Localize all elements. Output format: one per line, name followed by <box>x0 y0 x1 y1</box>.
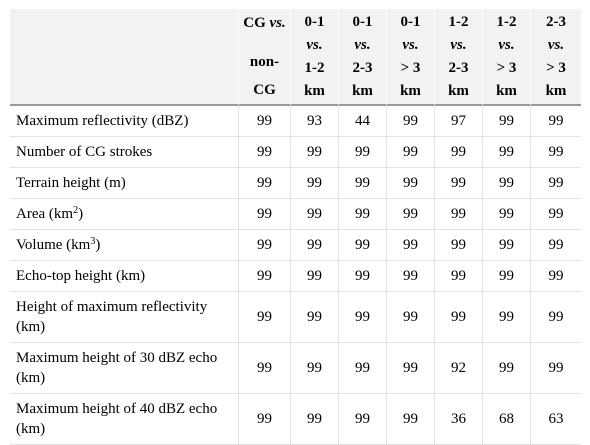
table-cell: 99 <box>290 261 338 292</box>
table-row <box>10 137 581 168</box>
row-label-text: Number of CG strokes <box>16 144 153 160</box>
table-cell: 99 <box>238 106 290 137</box>
table-cell: 99 <box>338 343 386 394</box>
row-label-text: Height of maximum reflectivity (km) <box>16 299 208 335</box>
table-cell: 99 <box>434 137 482 168</box>
header-text: CG <box>253 82 276 98</box>
header-vs-text: vs. <box>547 36 565 53</box>
table-cell: 99 <box>338 394 386 445</box>
row-label <box>10 199 238 230</box>
table-cell: 99 <box>290 292 338 343</box>
header-text: 1-2 <box>496 13 517 30</box>
table-cell: 99 <box>530 261 581 292</box>
table-cell: 99 <box>238 394 290 445</box>
table-cell: 36 <box>434 394 482 445</box>
row-label <box>10 343 238 394</box>
header-1-2-vs-gt3 <box>482 9 530 106</box>
table-cell: 99 <box>338 168 386 199</box>
row-label <box>10 261 238 292</box>
table-cell: 99 <box>290 137 338 168</box>
row-label <box>10 168 238 199</box>
table-cell: 99 <box>482 261 530 292</box>
row-label-suffix: ) <box>95 237 101 253</box>
row-label-text: Maximum height of 40 dBZ echo (km) <box>16 401 218 437</box>
table-cell: 99 <box>530 137 581 168</box>
header-text: > 3 <box>400 59 421 76</box>
row-label-text: Maximum reflectivity (dBZ) <box>16 113 189 129</box>
table-cell: 99 <box>482 137 530 168</box>
statistics-table <box>10 9 581 445</box>
table-cell: 99 <box>434 199 482 230</box>
header-1-2-vs-2-3 <box>434 9 482 106</box>
header-cg-vs-noncg <box>238 9 290 106</box>
table-row <box>10 230 581 261</box>
row-label <box>10 230 238 261</box>
table-row <box>10 292 581 343</box>
table-cell: 99 <box>238 199 290 230</box>
table-cell: 99 <box>530 292 581 343</box>
table-cell: 99 <box>530 106 581 137</box>
table-cell: 99 <box>238 343 290 394</box>
table-cell: 99 <box>338 230 386 261</box>
header-unit-text: km <box>448 82 469 99</box>
table-cell: 92 <box>434 343 482 394</box>
table-cell: 97 <box>434 106 482 137</box>
table-cell: 99 <box>238 292 290 343</box>
header-unit-text: km <box>400 82 421 99</box>
row-label-text: Volume (km <box>16 237 91 253</box>
table-row <box>10 261 581 292</box>
header-vs-text: vs. <box>498 36 515 53</box>
table-cell: 99 <box>482 292 530 343</box>
table-cell: 99 <box>434 292 482 343</box>
table-row <box>10 394 581 445</box>
header-text: > 3 <box>546 59 566 76</box>
header-vs-text: vs. <box>450 36 467 53</box>
row-label <box>10 292 238 343</box>
header-0-1-vs-gt3 <box>386 9 434 106</box>
table-cell: 99 <box>238 230 290 261</box>
row-label <box>10 106 238 137</box>
table-cell: 99 <box>290 394 338 445</box>
table-cell: 99 <box>530 343 581 394</box>
row-label-text: Echo-top height (km) <box>16 268 146 284</box>
header-vs-text: vs. <box>402 36 419 53</box>
table-cell: 99 <box>386 343 434 394</box>
header-2-3-vs-gt3 <box>530 9 581 106</box>
table-cell: 99 <box>530 230 581 261</box>
row-label-text: Terrain height (m) <box>16 175 126 191</box>
header-text: non- <box>249 54 280 70</box>
table-cell: 99 <box>434 261 482 292</box>
header-text: 1-2 <box>304 59 325 76</box>
row-label <box>10 394 238 445</box>
table-cell: 99 <box>386 292 434 343</box>
table-cell: 99 <box>238 261 290 292</box>
header-unit-text: km <box>304 82 325 99</box>
table-cell: 99 <box>482 230 530 261</box>
header-vs-text: vs. <box>306 36 323 53</box>
table-cell: 99 <box>482 199 530 230</box>
header-0-1-vs-1-2 <box>290 9 338 106</box>
row-label-suffix: ) <box>78 206 84 222</box>
header-text: 2-3 <box>352 59 373 76</box>
table-cell: 99 <box>338 292 386 343</box>
header-text: 1-2 <box>448 13 469 30</box>
header-text: 0-1 <box>304 13 325 30</box>
table-cell: 99 <box>482 106 530 137</box>
table-cell: 68 <box>482 394 530 445</box>
table-row <box>10 168 581 199</box>
superscript: 3 <box>90 236 96 247</box>
table-cell: 99 <box>290 230 338 261</box>
table-cell: 99 <box>338 137 386 168</box>
table-cell: 99 <box>434 230 482 261</box>
table-cell: 99 <box>386 394 434 445</box>
superscript: 2 <box>73 205 79 216</box>
table-cell: 99 <box>530 168 581 199</box>
table-cell: 99 <box>386 137 434 168</box>
table-cell: 99 <box>338 199 386 230</box>
table-cell: 99 <box>386 168 434 199</box>
table-cell: 99 <box>434 168 482 199</box>
row-label <box>10 137 238 168</box>
header-vs-text: vs. <box>354 36 371 53</box>
table-row <box>10 106 581 137</box>
header-text: > 3 <box>496 59 517 76</box>
row-label-text: Area (km <box>16 206 74 222</box>
table-cell: 99 <box>386 230 434 261</box>
header-0-1-vs-2-3 <box>338 9 386 106</box>
row-label-text: Maximum height of 30 dBZ echo (km) <box>16 350 218 386</box>
header-row <box>10 9 581 106</box>
header-text: 2-3 <box>546 13 566 30</box>
header-unit-text: km <box>352 82 373 99</box>
table-cell: 99 <box>530 199 581 230</box>
header-vs-text: vs. <box>269 15 286 31</box>
table-cell: 99 <box>386 106 434 137</box>
header-text: CG <box>243 15 270 31</box>
table-row <box>10 343 581 394</box>
header-unit-text: km <box>545 82 567 99</box>
table-cell: 99 <box>482 343 530 394</box>
header-text: 2-3 <box>448 59 469 76</box>
table-cell: 99 <box>386 261 434 292</box>
table-cell: 93 <box>290 106 338 137</box>
table-cell: 99 <box>238 168 290 199</box>
table-cell: 99 <box>290 343 338 394</box>
table-cell: 99 <box>238 137 290 168</box>
header-label-column <box>10 9 238 106</box>
table-cell: 99 <box>386 199 434 230</box>
table-cell: 99 <box>290 199 338 230</box>
table-cell: 44 <box>338 106 386 137</box>
header-text: 0-1 <box>400 13 421 30</box>
table-cell: 99 <box>290 168 338 199</box>
header-text: 0-1 <box>352 13 373 30</box>
table-cell: 99 <box>338 261 386 292</box>
header-unit-text: km <box>496 82 517 99</box>
table-cell: 99 <box>482 168 530 199</box>
table-row <box>10 199 581 230</box>
table-cell: 63 <box>530 394 581 445</box>
